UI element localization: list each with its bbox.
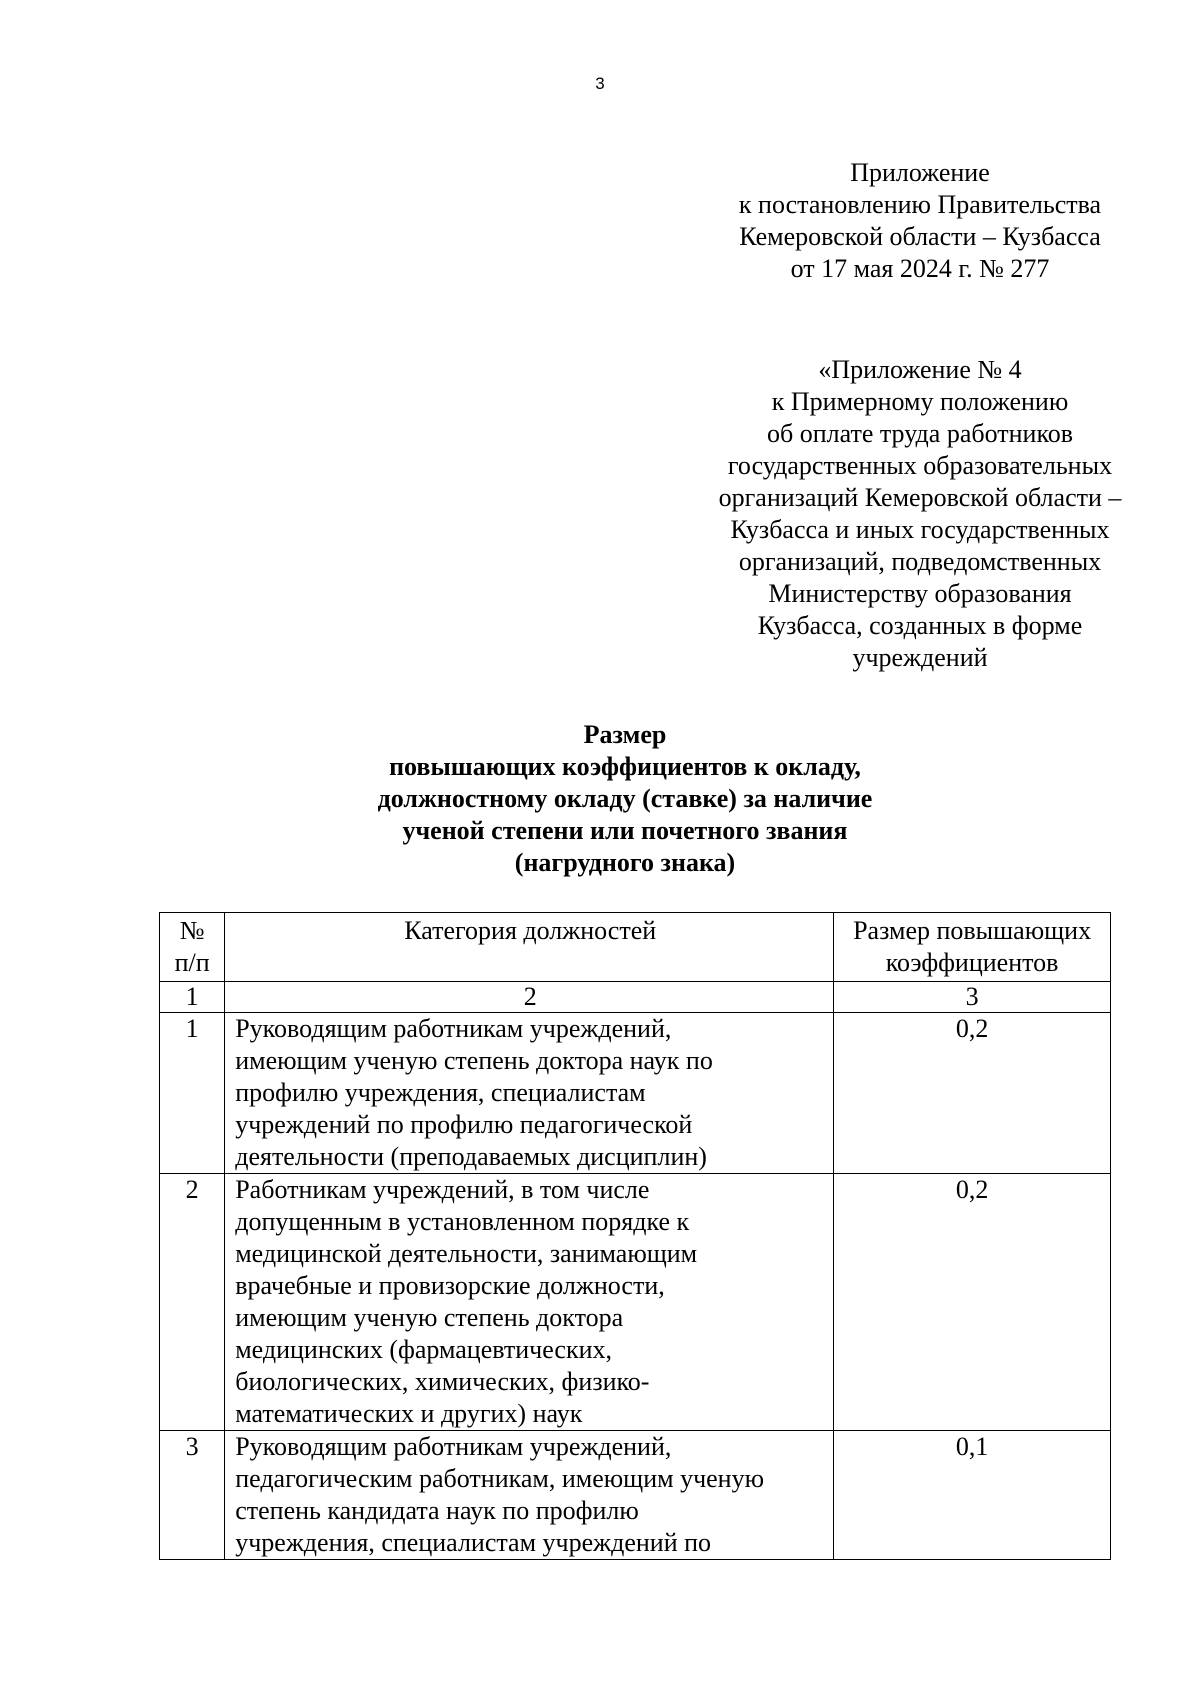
row-category-line: имеющим ученую степень доктора [235, 1303, 624, 1332]
appendix-line: от 17 мая 2024 г. № 277 [790, 254, 1050, 283]
row-value: 0,1 [834, 1431, 1111, 1560]
index-cell: 2 [225, 982, 834, 1013]
row-category-line: медицинских (фармацевтических, [235, 1335, 613, 1364]
appendix-header [660, 157, 1180, 285]
index-cell: 3 [834, 982, 1111, 1013]
row-category-line: биологических, химических, физико- [235, 1367, 650, 1396]
coefficients-table [159, 912, 1111, 1560]
appendix-line: к постановлению Правительства [738, 190, 1102, 219]
row-category-line: врачебные и провизорские должности, [235, 1271, 665, 1300]
sub-appendix-line: к Примерному положению [771, 387, 1069, 416]
header-num-line: № [179, 916, 205, 945]
row-category-line: медицинской деятельности, занимающим [235, 1239, 698, 1268]
sub-appendix-header [660, 354, 1180, 674]
row-category-line: профилю учреждения, специалистам [235, 1078, 646, 1107]
row-category-line: допущенным в установленном порядке к [235, 1207, 690, 1236]
sub-appendix-line: организаций Кемеровской области – [718, 483, 1122, 512]
row-category [225, 1013, 834, 1174]
table-row [160, 1013, 1111, 1174]
title-line: ученой степени или почетного звания [402, 816, 848, 845]
sub-appendix-line: Кузбасса, созданных в форме [757, 611, 1083, 640]
row-num: 2 [160, 1174, 225, 1431]
table-index-row [160, 982, 1111, 1013]
sub-appendix-line: учреждений [852, 643, 988, 672]
row-category-line: деятельности (преподаваемых дисциплин) [235, 1142, 707, 1171]
sub-appendix-line: «Приложение № 4 [818, 355, 1022, 384]
row-category-line: учреждения, специалистам учреждений по [235, 1528, 712, 1557]
row-category-line: учреждений по профилю педагогической [235, 1110, 693, 1139]
row-category-line: Руководящим работникам учреждений, [235, 1432, 672, 1461]
row-category-line: математических и других) наук [235, 1399, 583, 1428]
title-line: повышающих коэффициентов к окладу, [389, 752, 861, 781]
header-num [160, 913, 225, 982]
title-line: Размер [583, 720, 667, 749]
row-category-line: педагогическим работникам, имеющим ученую [235, 1464, 765, 1493]
row-category-line: Руководящим работникам учреждений, [235, 1014, 672, 1043]
appendix-line: Приложение [850, 158, 990, 187]
header-value-line: коэффициентов [885, 948, 1059, 977]
row-value: 0,2 [834, 1174, 1111, 1431]
header-value [834, 913, 1111, 982]
row-category-line: степень кандидата наук по профилю [235, 1496, 639, 1525]
title-line: (нагрудного знака) [514, 848, 736, 877]
table-header-row [160, 913, 1111, 982]
table-row [160, 1431, 1111, 1560]
header-num-line: п/п [174, 948, 210, 977]
row-num: 1 [160, 1013, 225, 1174]
header-category [225, 913, 834, 982]
sub-appendix-line: Министерству образования [768, 579, 1072, 608]
row-num: 3 [160, 1431, 225, 1560]
document-title [360, 719, 890, 879]
title-line: должностному окладу (ставке) за наличие [377, 784, 873, 813]
sub-appendix-line: организаций, подведомственных [738, 547, 1102, 576]
index-cell: 1 [160, 982, 225, 1013]
row-value: 0,2 [834, 1013, 1111, 1174]
row-category [225, 1431, 834, 1560]
sub-appendix-line: об оплате труда работников [766, 419, 1074, 448]
sub-appendix-line: Кузбасса и иных государственных [730, 515, 1110, 544]
header-value-line: Размер повышающих [853, 916, 1092, 945]
page-number: 3 [595, 74, 605, 93]
table-row [160, 1174, 1111, 1431]
appendix-line: Кемеровской области – Кузбасса [739, 222, 1101, 251]
sub-appendix-line: государственных образовательных [727, 451, 1113, 480]
header-category-line: Категория должностей [404, 916, 657, 945]
row-category [225, 1174, 834, 1431]
row-category-line: Работникам учреждений, в том числе [235, 1175, 650, 1204]
row-category-line: имеющим ученую степень доктора наук по [235, 1046, 713, 1075]
